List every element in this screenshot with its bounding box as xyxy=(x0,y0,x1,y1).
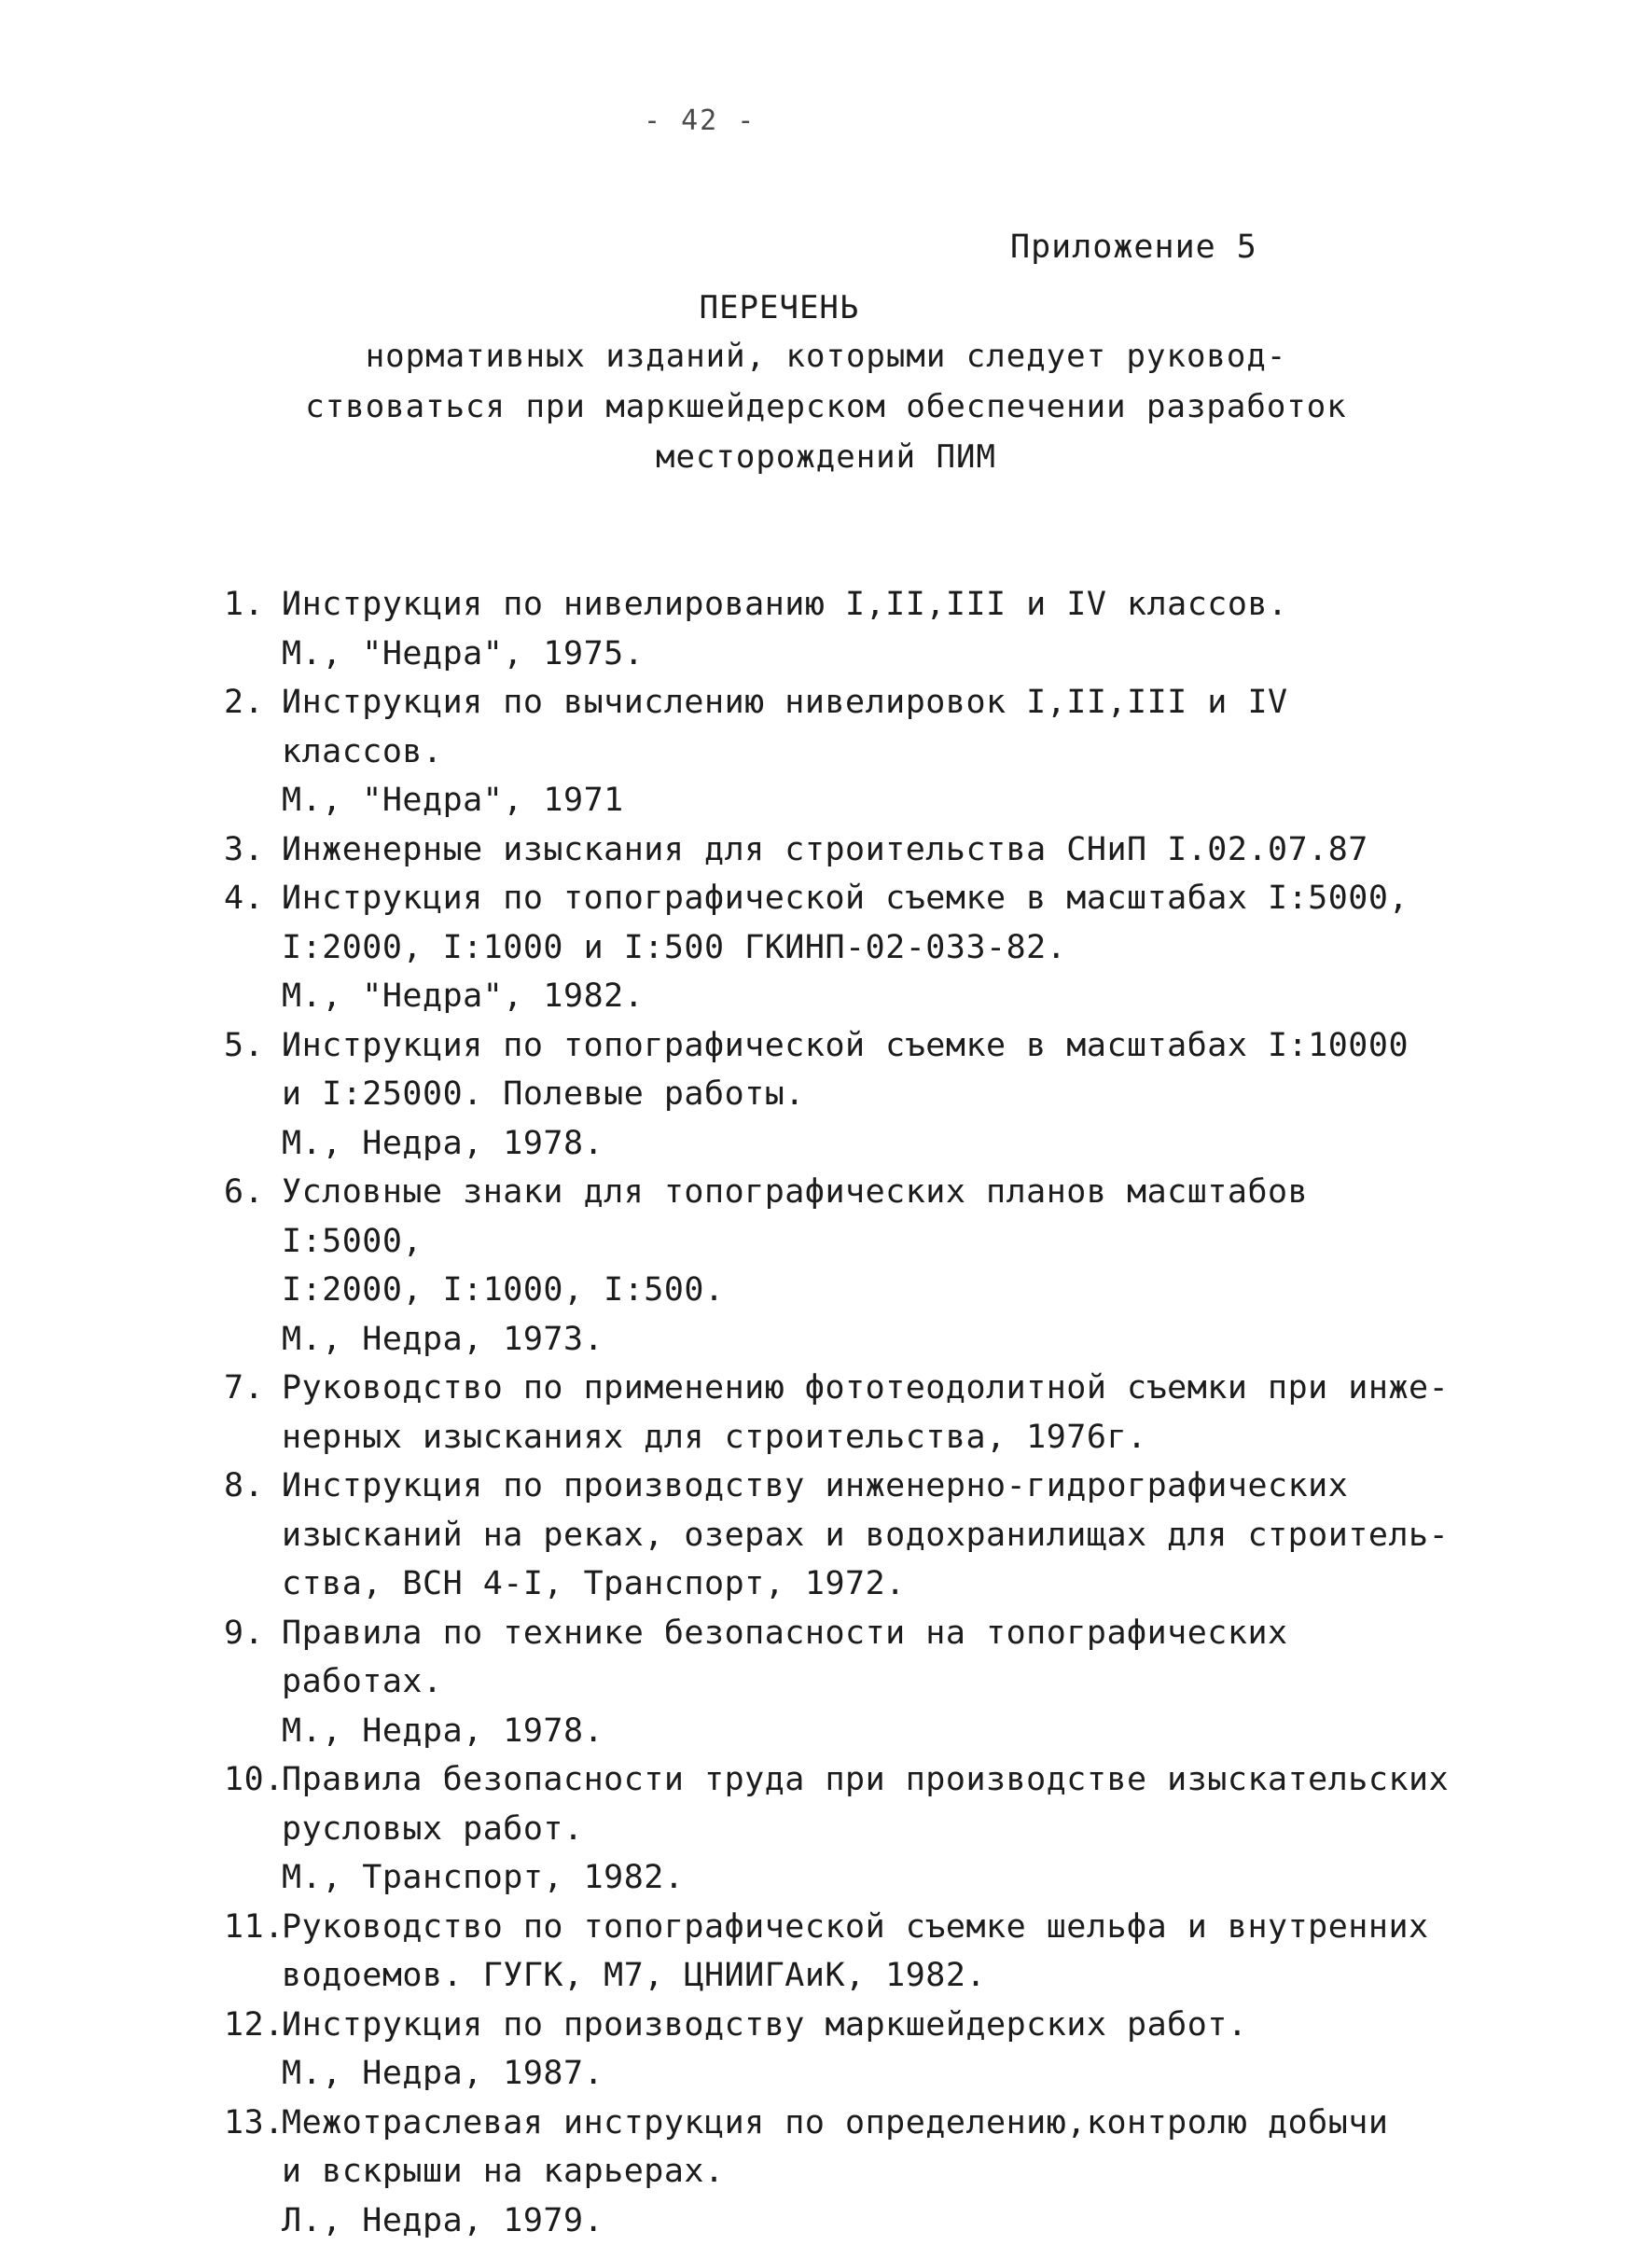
list-item xyxy=(224,678,1465,825)
item-number: 11. xyxy=(224,1903,285,1952)
item-number: 8. xyxy=(224,1462,264,1511)
item-text: Правила безопасности труда при производстве изыскательских русловых работ. М., Транспорт, 1982. xyxy=(282,1755,1465,1903)
list-item xyxy=(224,1755,1465,1903)
title-line-2: ствоваться при маркшейдерском обеспечении разработок xyxy=(0,386,1652,427)
item-number: 9. xyxy=(224,1609,264,1658)
list-item xyxy=(224,874,1465,1021)
reference-list xyxy=(224,580,1465,2245)
list-item xyxy=(224,1609,1465,1756)
item-number: 5. xyxy=(224,1021,264,1071)
appendix-label: Приложение 5 xyxy=(1010,229,1257,266)
item-number: 3. xyxy=(224,825,264,875)
list-item xyxy=(224,1462,1465,1609)
item-text: Инструкция по производству инженерно-гидрографических изысканий на реках, озерах и водохранилищах для строитель- ства, ВСН 4-I, Транспорт, 1972. xyxy=(282,1462,1465,1609)
list-item xyxy=(224,1021,1465,1169)
item-number: 4. xyxy=(224,874,264,923)
item-text: Условные знаки для топографических планов масштабов I:5000, I:2000, I:1000, I:500. М., Недра, 1973. xyxy=(282,1168,1465,1364)
document-title xyxy=(0,289,1652,478)
title-heading: ПЕРЕЧЕНЬ xyxy=(0,289,1605,326)
item-number: 2. xyxy=(224,678,264,728)
item-text: Инструкция по вычислению нивелировок I,II,III и IV классов. М., "Недра", 1971 xyxy=(282,678,1465,825)
item-number: 7. xyxy=(224,1364,264,1413)
page-number: - 42 - xyxy=(644,104,756,137)
list-item xyxy=(224,1903,1465,2001)
item-number: 13. xyxy=(224,2099,285,2148)
item-text: Инструкция по производству маркшейдерских работ. М., Недра, 1987. xyxy=(282,2001,1465,2099)
list-item xyxy=(224,1364,1465,1462)
item-text: Инструкция по топографической съемке в масштабах I:10000 и I:25000. Полевые работы. М., Недра, 1978. xyxy=(282,1021,1465,1169)
item-text: Инструкция по топографической съемке в масштабах I:5000, I:2000, I:1000 и I:500 ГКИНП-02-033-82. М., "Недра", 1982. xyxy=(282,874,1465,1021)
list-item xyxy=(224,2099,1465,2245)
item-text: Руководство по топографической съемке шельфа и внутренних водоемов. ГУГК, М7, ЦНИИГАиК, 1982. xyxy=(282,1903,1465,2001)
list-item xyxy=(224,1168,1465,1364)
item-text: Инженерные изыскания для строительства СНиП I.02.07.87 xyxy=(282,825,1465,875)
item-text: Руководство по применению фототеодолитной съемки при инже- нерных изысканиях для строительства, 1976г. xyxy=(282,1364,1465,1462)
item-text: Правила по технике безопасности на топографических работах. М., Недра, 1978. xyxy=(282,1609,1465,1756)
item-number: 10. xyxy=(224,1755,285,1805)
item-number: 1. xyxy=(224,580,264,630)
item-text: Межотраслевая инструкция по определению,контролю добычи и вскрыши на карьерах. Л., Недра, 1979. xyxy=(282,2099,1465,2245)
list-item xyxy=(224,580,1465,678)
item-text: Инструкция по нивелированию I,II,III и IV классов. М., "Недра", 1975. xyxy=(282,580,1465,678)
title-line-1: нормативных изданий, которыми следует руковод- xyxy=(0,336,1652,377)
list-item xyxy=(224,2001,1465,2099)
title-line-3: месторождений ПИМ xyxy=(0,437,1652,478)
item-number: 12. xyxy=(224,2001,285,2050)
item-number: 6. xyxy=(224,1168,264,1217)
list-item xyxy=(224,825,1465,875)
